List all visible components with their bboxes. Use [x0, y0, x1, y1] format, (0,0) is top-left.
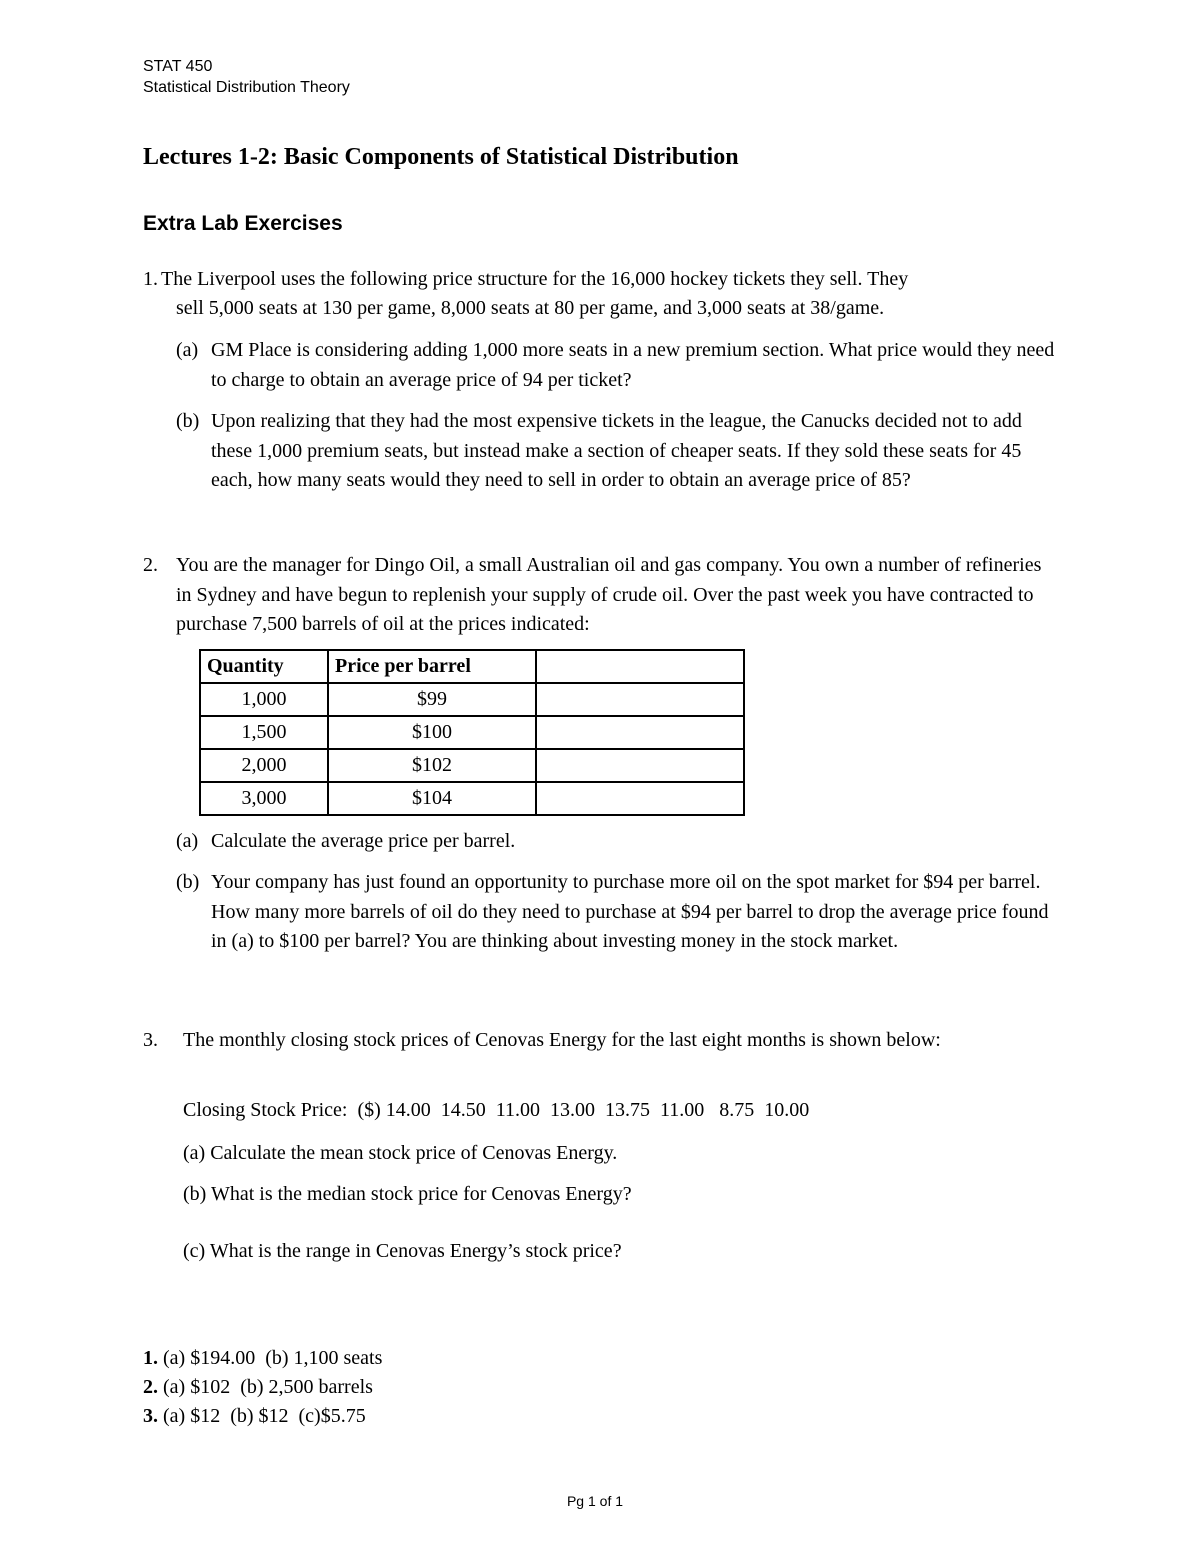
table-row [200, 716, 744, 749]
table-header-price: Price per barrel [328, 650, 536, 683]
answer-1-number: 1. [143, 1347, 158, 1369]
q1-line2: sell 5,000 seats at 130 per game, 8,000 seats at 80 per game, and 3,000 seats at 38/game. [176, 297, 885, 319]
q3-number: 3. [143, 1029, 158, 1051]
section-subtitle: Extra Lab Exercises [143, 212, 343, 235]
q1a-text: GM Place is considering adding 1,000 more seats in a new premium section. What price would they need to charge to obtain an average price of 94 per ticket? [211, 339, 1055, 391]
answer-2 [143, 1373, 373, 1402]
course-code: STAT 450 [143, 58, 213, 75]
q3b-text: (b) What is the median stock price for Cenovas Energy? [183, 1183, 632, 1205]
table-cell-blank [536, 716, 744, 749]
answer-1-text: (a) $194.00 (b) 1,100 seats [158, 1347, 383, 1369]
answer-3 [143, 1402, 366, 1431]
table-cell-price: $102 [328, 749, 536, 782]
table-cell-blank [536, 782, 744, 815]
q3-text: The monthly closing stock prices of Cenovas Energy for the last eight months is shown below: [183, 1029, 941, 1051]
table-cell-price: $99 [328, 683, 536, 716]
table-cell-quantity: 3,000 [200, 782, 328, 815]
table-row [200, 749, 744, 782]
q1-number: 1. [143, 268, 158, 290]
q2-number: 2. [143, 554, 158, 576]
course-name: Statistical Distribution Theory [143, 79, 350, 96]
page-title: Lectures 1-2: Basic Components of Statistical Distribution [143, 144, 739, 170]
q2-text: You are the manager for Dingo Oil, a small Australian oil and gas company. You own a number of refineries in Sydney and have begun to replenish your supply of crude oil. Over the past week you have contracted to purchase 7,500 barrels of oil at the prices indicated: [176, 554, 1042, 635]
q1-line1: The Liverpool uses the following price structure for the 16,000 hockey tickets they sell. They [161, 268, 909, 290]
table-cell-price: $104 [328, 782, 536, 815]
table-cell-price: $100 [328, 716, 536, 749]
table-cell-quantity: 2,000 [200, 749, 328, 782]
table-cell-quantity: 1,500 [200, 716, 328, 749]
q2a-text: Calculate the average price per barrel. [211, 830, 516, 852]
answer-1 [143, 1344, 382, 1373]
answer-2-number: 2. [143, 1376, 158, 1398]
q2a-label: (a) [176, 830, 199, 852]
table-row [200, 683, 744, 716]
answer-2-text: (a) $102 (b) 2,500 barrels [158, 1376, 373, 1398]
table-header-row [200, 650, 744, 683]
table-header-blank [536, 650, 744, 683]
answer-3-text: (a) $12 (b) $12 (c)$5.75 [158, 1405, 366, 1427]
page-number: Pg 1 of 1 [566, 1493, 624, 1509]
table-row [200, 782, 744, 815]
table-cell-blank [536, 749, 744, 782]
answer-3-number: 3. [143, 1405, 158, 1427]
q3-prices: Closing Stock Price: ($) 14.00 14.50 11.00 13.00 13.75 11.00 8.75 10.00 [183, 1099, 810, 1121]
table-header-quantity: Quantity [200, 650, 328, 683]
q3a-text: (a) Calculate the mean stock price of Cenovas Energy. [183, 1142, 618, 1164]
q2b-label: (b) [176, 871, 200, 893]
q3c-text: (c) What is the range in Cenovas Energy’s stock price? [183, 1240, 622, 1262]
q1b-text: Upon realizing that they had the most expensive tickets in the league, the Canucks decided not to add these 1,000 premium seats, but instead make a section of cheaper seats. If they sold these seats for 45 each, how many seats would they need to sell in order to obtain an average price of 85? [211, 410, 1022, 491]
table-cell-blank [536, 683, 744, 716]
oil-price-table [199, 649, 745, 816]
table-cell-quantity: 1,000 [200, 683, 328, 716]
q1b-label: (b) [176, 410, 200, 432]
q1a-label: (a) [176, 339, 199, 361]
q2b-text: Your company has just found an opportunity to purchase more oil on the spot market for $94 per barrel. How many more barrels of oil do they need to purchase at $94 per barrel to drop the average price found in (a) to $100 per barrel? You are thinking about investing money in the stock market. [211, 871, 1049, 952]
